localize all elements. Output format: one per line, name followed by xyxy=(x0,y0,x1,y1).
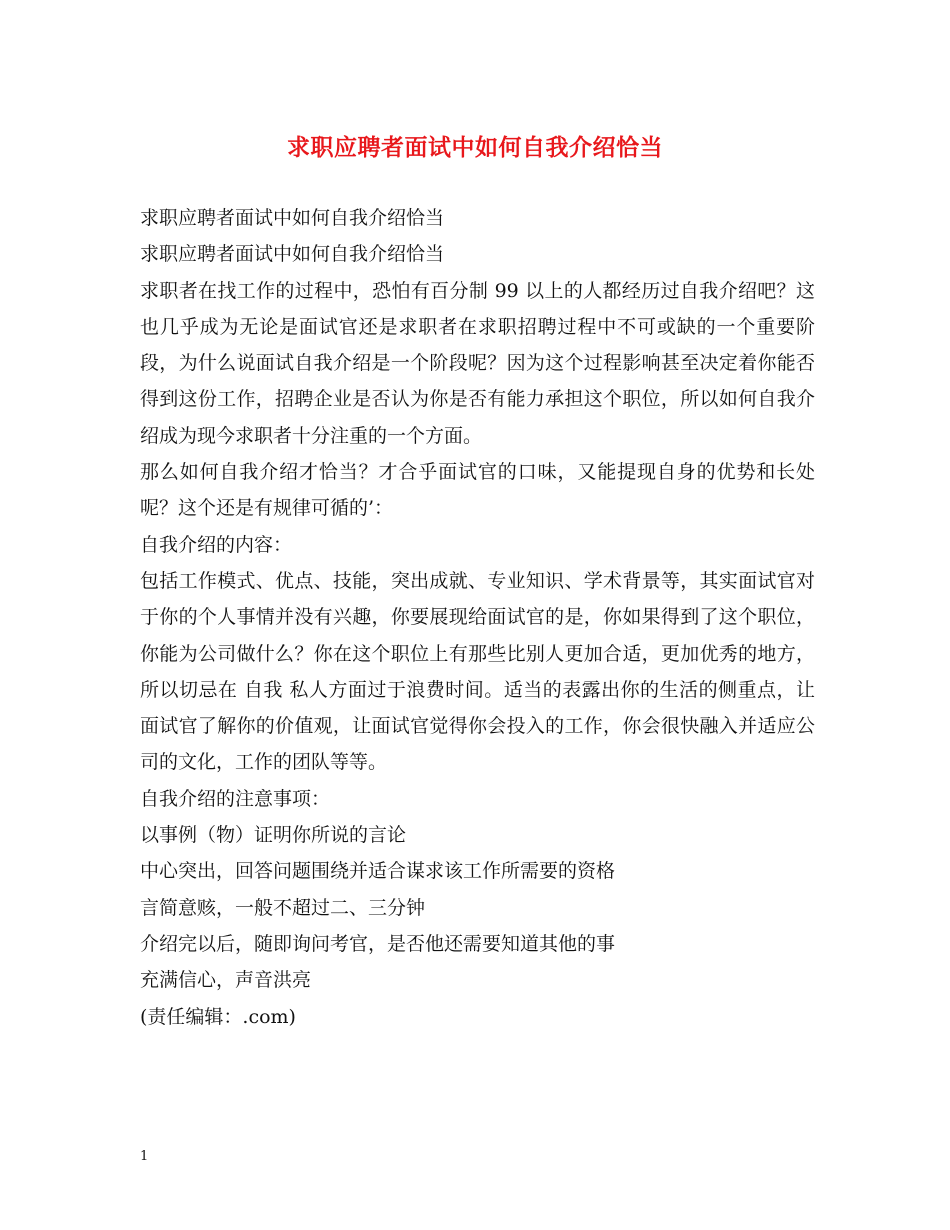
document-title: 求职应聘者面试中如何自我介绍恰当 xyxy=(287,134,663,161)
paragraph-intro: 求职者在找工作的过程中，恐怕有百分制 99 以上的人都经历过自我介绍吧？这也几乎成为无论是面试官还是求职者在求职招聘过程中不可或缺的一个重要阶段，为什么说面试自我介绍是一个阶段呢？因为这个过程影响甚至决定着你能否得到这份工作，招聘企业是否认为你是否有能力承担这个职位，所以如何自我介绍成为现今求职者十分注重的一个方面。 xyxy=(140,279,815,447)
note-item-2: 中心突出，回答问题围绕并适合谋求该工作所需要的资格 xyxy=(140,860,616,883)
editor-credit: (责任编辑：.com) xyxy=(140,1005,296,1028)
section-heading-content: 自我介绍的内容： xyxy=(140,533,293,556)
note-item-3: 言简意赅，一般不超过二、三分钟 xyxy=(140,896,426,919)
page-number: 1 xyxy=(140,1149,149,1164)
paragraph-question: 那么如何自我介绍才恰当？才合乎面试官的口味，又能提现自身的优势和长处呢？这个还是有规律可循的’： xyxy=(140,461,815,520)
paragraph-subtitle-1: 求职应聘者面试中如何自我介绍恰当 xyxy=(140,207,445,229)
note-item-4: 介绍完以后，随即询问考官，是否他还需要知道其他的事 xyxy=(140,932,616,955)
paragraph-subtitle-2: 求职应聘者面试中如何自我介绍恰当 xyxy=(140,243,445,266)
note-item-5: 充满信心，声音洪亮 xyxy=(140,969,312,992)
note-item-1: 以事例（物）证明你所说的言论 xyxy=(140,824,407,847)
section-heading-notes: 自我介绍的注意事项： xyxy=(140,787,331,810)
document-body xyxy=(140,200,815,1035)
paragraph-content-details: 包括工作模式、优点、技能，突出成就、专业知识、学术背景等，其实面试官对于你的个人事情并没有兴趣，你要展现给面试官的是，你如果得到了这个职位，你能为公司做什么？你在这个职位上有那些比别人更加合适，更加优秀的地方，所以切忌在 自我 私人方面过于浪费时间。适当的表露出你的生活的侧重点，让面试官了解你的价值观，让面试官觉得你会投入的工作，你会很快融入并适应公司的文化，工作的团队等等。 xyxy=(140,569,815,774)
